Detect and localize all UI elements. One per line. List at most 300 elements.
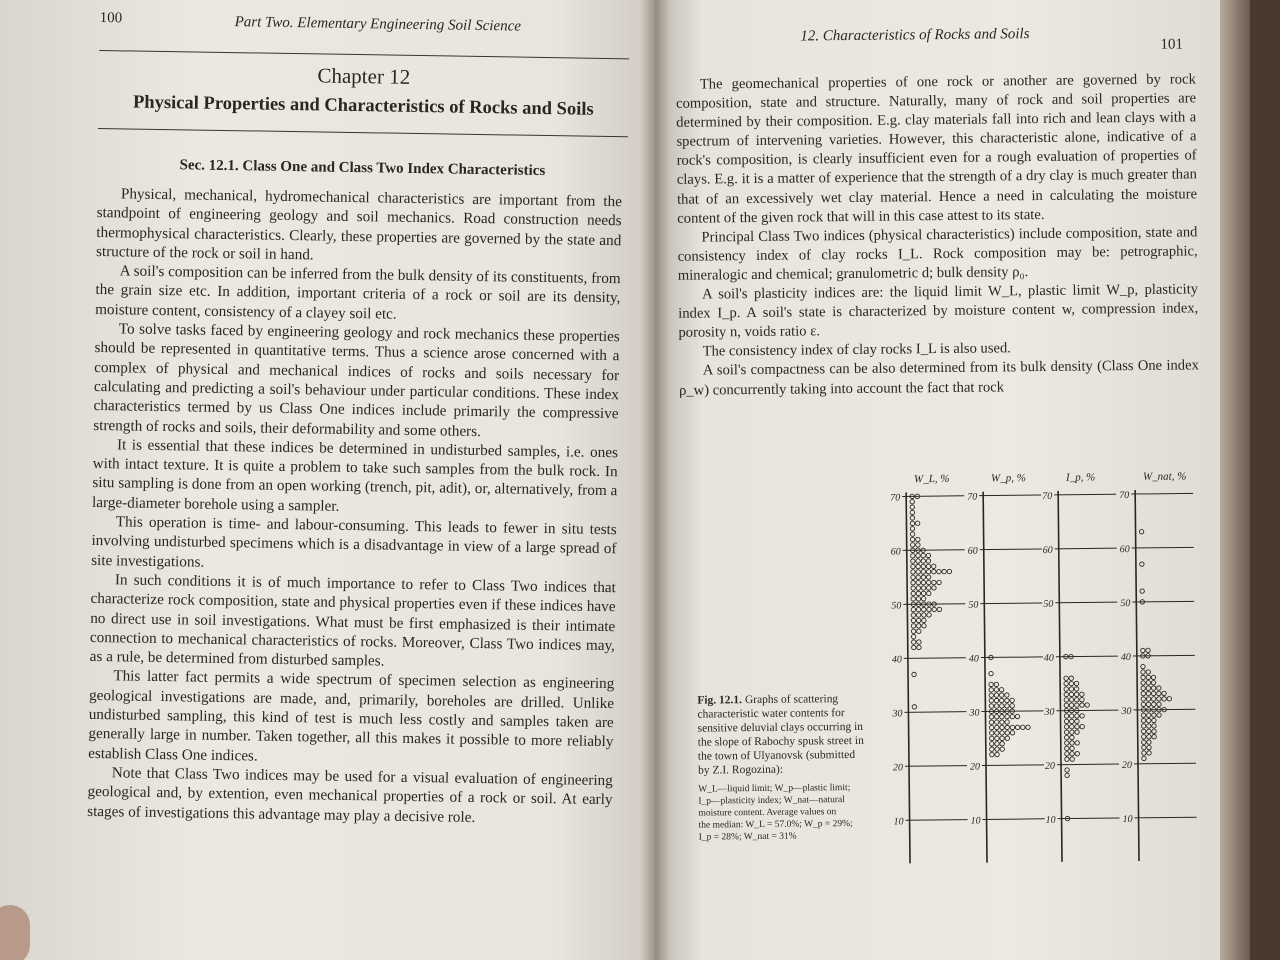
data-point [994, 715, 998, 719]
data-point [1005, 714, 1009, 718]
data-point [912, 672, 916, 676]
y-tick-label: 40 [1043, 652, 1054, 664]
page-number-left: 100 [99, 9, 123, 27]
data-point [1026, 725, 1030, 729]
y-tick-label: 60 [1042, 544, 1053, 556]
data-point [1157, 713, 1161, 717]
right-page [655, 0, 1250, 960]
data-point [1000, 698, 1004, 702]
data-point [1146, 670, 1150, 674]
axis-line [1135, 490, 1139, 861]
paragraph: The consistency index of clay rocks I_L is also used. [702, 340, 1012, 360]
data-point [912, 705, 916, 709]
data-point [1152, 718, 1156, 722]
gridline [1056, 710, 1118, 711]
data-point [915, 521, 919, 525]
data-point [916, 559, 920, 563]
thumb [0, 905, 30, 960]
gridline [902, 496, 964, 497]
data-point [1141, 691, 1145, 695]
running-head-right: 12. Characteristics of Rocks and Soils [800, 26, 1030, 45]
data-point [916, 618, 920, 622]
data-point [995, 731, 999, 735]
gridline [1055, 548, 1117, 549]
data-point [1070, 719, 1074, 723]
data-point [1162, 691, 1166, 695]
paragraph: A soil's compactness can be also determined from its bulk density (Class One index ρ_w) concurrently taking into account the fact that rock [678, 357, 1199, 399]
data-point [1141, 664, 1145, 668]
data-point [932, 569, 936, 573]
data-point [926, 564, 930, 568]
data-point [1010, 731, 1014, 735]
y-tick-label: 30 [1121, 705, 1132, 718]
figure-key-line: I_p—plasticity index; W_nat—natural [698, 795, 845, 807]
data-point [1146, 702, 1150, 706]
data-point [1069, 676, 1073, 680]
data-point [911, 613, 915, 617]
data-point [931, 564, 935, 568]
data-point [910, 505, 914, 509]
data-point [989, 693, 993, 697]
data-point [921, 586, 925, 590]
data-point [990, 742, 994, 746]
chapter-title: Physical Properties and Characteristics of Rocks and Soils [132, 92, 594, 120]
figure-caption-text: Graphs of scattering characteristic water contents for sensitive deluvial clays occurring in the slope of Rabochy spusk street in the town of Ulyanovsk (submitted by Z.I. Rogozina): [697, 693, 864, 777]
data-point [1157, 691, 1161, 695]
data-point [1005, 698, 1009, 702]
data-point [927, 607, 931, 611]
data-point [1141, 724, 1145, 728]
gridline [1054, 494, 1116, 495]
data-point [989, 725, 993, 729]
data-point [1065, 746, 1069, 750]
y-tick-label: 40 [891, 654, 902, 666]
data-point [916, 564, 920, 568]
data-point [937, 580, 941, 584]
data-point [989, 736, 993, 740]
gridline [1132, 601, 1194, 602]
series-header-label: W_nat, % [1142, 470, 1187, 483]
data-point [916, 570, 920, 574]
data-point [995, 725, 999, 729]
data-point [1147, 745, 1151, 749]
data-point [1000, 714, 1004, 718]
book-edge [1220, 0, 1250, 960]
data-point [926, 575, 930, 579]
data-point [910, 532, 914, 536]
data-point [1152, 734, 1156, 738]
data-point [1151, 697, 1155, 701]
chapter-label: Chapter 12 [317, 63, 411, 89]
data-point [1010, 714, 1014, 718]
data-point [1000, 731, 1004, 735]
data-point [1141, 681, 1145, 685]
data-point [995, 720, 999, 724]
data-point [932, 580, 936, 584]
data-point [1005, 725, 1009, 729]
data-point [995, 742, 999, 746]
data-point [1065, 773, 1069, 777]
data-point [911, 570, 915, 574]
scatter-chart [880, 465, 1214, 868]
data-point [1075, 703, 1079, 707]
gridline [981, 657, 1043, 658]
data-point [921, 559, 925, 563]
data-point [994, 682, 998, 686]
gridline [981, 711, 1043, 712]
gridline [1133, 655, 1195, 656]
y-tick-label: 50 [891, 600, 902, 612]
data-point [1147, 729, 1151, 733]
data-point [910, 521, 914, 525]
data-point [921, 564, 925, 568]
paragraph: In such conditions it is of much importance to refer to Class Two indices that characterize rock composition, state and physical properties even if these indices have no direct use in soil investigations. What must be first emphasized is their intimate connection to mechanical characteristics of rocks. Moreover, Class Two indices may, as a rule, be determined from disturbed samples. [89, 571, 616, 670]
data-point [916, 553, 920, 557]
data-point [917, 645, 921, 649]
data-point [910, 500, 914, 504]
data-point [995, 736, 999, 740]
data-point [932, 586, 936, 590]
data-point [1140, 589, 1144, 593]
data-point [1147, 724, 1151, 728]
data-point [1065, 768, 1069, 772]
data-point [1141, 686, 1145, 690]
gridline [903, 550, 965, 551]
data-point [1075, 719, 1079, 723]
data-point [1157, 702, 1161, 706]
data-point [1146, 681, 1150, 685]
data-point [1070, 735, 1074, 739]
gridline [1056, 656, 1118, 657]
data-point [1080, 714, 1084, 718]
y-tick-label: 60 [967, 545, 978, 557]
data-point [917, 640, 921, 644]
data-point [911, 591, 915, 595]
data-point [910, 516, 914, 520]
data-point [910, 537, 914, 541]
data-point [927, 591, 931, 595]
data-point [1070, 757, 1074, 761]
data-point [1000, 736, 1004, 740]
data-point [916, 586, 920, 590]
data-point [1075, 751, 1079, 755]
gridline [1057, 764, 1119, 765]
data-point [916, 597, 920, 601]
data-point [1065, 757, 1069, 761]
data-point [1152, 702, 1156, 706]
data-point [1140, 562, 1144, 566]
header-rule-bottom [98, 128, 628, 137]
data-point [1167, 697, 1171, 701]
data-point [1141, 718, 1145, 722]
data-point [999, 688, 1003, 692]
figure-label: Fig. 12.1. [697, 694, 743, 707]
data-point [1010, 698, 1014, 702]
paragraph: This latter fact permits a wide spectrum of specimen selection as engineering geological investigations are made, and, primarily, boreholes are drilled. Unlike undisturbed sampling, this kind of test is much less costly and samples taken are generally large in number. Taken together, all this makes it possible to more reliably establish Class One indices. [88, 667, 615, 765]
gridline [1133, 709, 1195, 710]
figure-key-line: the median: W_L = 57.0%; W_p = 29%; [698, 818, 853, 831]
gridline [983, 819, 1045, 820]
data-point [1064, 698, 1068, 702]
data-point [1147, 735, 1151, 739]
gridline [980, 549, 1042, 550]
data-point [1015, 714, 1019, 718]
gridline [979, 495, 1041, 496]
data-point [921, 580, 925, 584]
y-tick-label: 20 [1044, 760, 1056, 772]
data-point [1064, 725, 1068, 729]
data-point [921, 597, 925, 601]
data-point [1069, 692, 1073, 696]
data-point [1146, 691, 1150, 695]
data-point [1151, 691, 1155, 695]
data-point [989, 731, 993, 735]
data-point [947, 569, 951, 573]
gridline [1134, 763, 1196, 764]
data-point [989, 688, 993, 692]
data-point [1141, 713, 1145, 717]
gridline [905, 766, 967, 767]
data-point [911, 607, 915, 611]
data-point [989, 682, 993, 686]
data-point [995, 752, 999, 756]
data-point [1141, 670, 1145, 674]
data-point [917, 624, 921, 628]
data-point [911, 624, 915, 628]
data-point [1142, 745, 1146, 749]
paragraph: It is essential that these indices be determined in undisturbed samples, i.e. ones with intact texture. It is quite a problem to take such samples from the bulk rock. In situ sampling is done from an open working (trench, pit, adit), or, alternatively, from a large-diameter borehole using a sampler. [91, 436, 619, 515]
data-point [1152, 713, 1156, 717]
gridline [1131, 493, 1193, 494]
y-tick-label: 70 [1119, 490, 1130, 502]
data-point [916, 607, 920, 611]
paragraph: The geomechanical properties of one rock or another are governed by rock composition, state and structure. Naturally, many of rock and soil properties are determined by their composition. E.g. clay materials fall into rich and lean clays with a spectrum of intervening varieties. However, this characteristic alone, indicative of a rock's composition, is clearly insufficient even for a rough evaluation of properties of clays. E.g. it is a matter of experience that the strength of a dry clay is much greater than that of an excessively wet clay material. Hence a need in calculating the moisture content of the given rock that will in this case attest to its state. [675, 71, 1198, 227]
data-point [911, 618, 915, 622]
data-point [1074, 698, 1078, 702]
data-point [917, 629, 921, 633]
data-point [1142, 751, 1146, 755]
right-body-text [676, 70, 1199, 400]
y-tick-label: 40 [968, 653, 979, 665]
data-point [1069, 681, 1073, 685]
data-point [1074, 687, 1078, 691]
gridline [980, 603, 1042, 604]
left-body-text [87, 184, 622, 829]
data-point [910, 543, 914, 547]
data-point [1142, 756, 1146, 760]
data-point [989, 671, 993, 675]
data-point [916, 543, 920, 547]
y-tick-label: 20 [892, 762, 904, 774]
data-point [1141, 675, 1145, 679]
data-point [1162, 697, 1166, 701]
data-point [1146, 686, 1150, 690]
data-point [1080, 724, 1084, 728]
axis-line [1058, 491, 1062, 862]
y-tick-label: 10 [1045, 814, 1056, 826]
gridline [1055, 602, 1117, 603]
data-point [922, 607, 926, 611]
data-point [1141, 648, 1145, 652]
data-point [1000, 741, 1004, 745]
data-point [1147, 751, 1151, 755]
data-point [1000, 747, 1004, 751]
data-point [926, 559, 930, 563]
data-point [921, 591, 925, 595]
y-tick-label: 50 [1120, 598, 1131, 610]
data-point [1146, 697, 1150, 701]
y-tick-label: 30 [1044, 706, 1055, 718]
data-point [1069, 714, 1073, 718]
data-point [1074, 692, 1078, 696]
data-point [1080, 697, 1084, 701]
left-page-content [87, 0, 630, 826]
data-point [916, 537, 920, 541]
data-point [926, 570, 930, 574]
figure-key-line: W_L—liquid limit; W_p—plastic limit; [698, 783, 851, 795]
y-tick-label: 70 [1042, 490, 1053, 502]
data-point [994, 693, 998, 697]
data-point [932, 607, 936, 611]
y-tick-label: 50 [968, 599, 979, 611]
paragraph: Principal Class Two indices (physical characteristics) include composition, state and consistency index of clay rocks I_L. Rock composition may be: petrographic, mineralogic and chemical; granulometric d; bulk density ρ₀. [677, 224, 1198, 284]
data-point [1064, 703, 1068, 707]
data-point [911, 597, 915, 601]
data-point [1075, 741, 1079, 745]
data-point [911, 634, 915, 638]
data-point [916, 580, 920, 584]
data-point [942, 569, 946, 573]
paragraph: Physical, mechanical, hydromechanical characteristics are important from the standpoint of engineering geology and soil mechanics. Road construction needs thermophysical characteristics. Clearly, these properties are governed by the state and structure of the rock or soil in hand. [95, 185, 623, 264]
data-point [1075, 714, 1079, 718]
data-point [1065, 752, 1069, 756]
data-point [1069, 698, 1073, 702]
data-point [1010, 704, 1014, 708]
data-point [911, 559, 915, 563]
y-tick-label: 20 [969, 761, 981, 773]
data-point [1141, 702, 1145, 706]
data-point [1000, 704, 1004, 708]
figure-key-line: moisture content. Average values on [698, 807, 837, 819]
gridline [906, 820, 968, 821]
data-point [1146, 675, 1150, 679]
data-point [911, 580, 915, 584]
data-point [1147, 740, 1151, 744]
paragraph: A soil's plasticity indices are: the liquid limit W_L, plastic limit W_p, plasticity index I_p. A soil's state is characterized by moisture content w, compression index, porosity n, voids ratio ε. [678, 281, 1199, 342]
data-point [994, 704, 998, 708]
data-point [1064, 692, 1068, 696]
figure-key [698, 782, 869, 844]
data-point [1157, 686, 1161, 690]
series-header-label: I_p, % [1065, 471, 1096, 484]
page-number-right: 101 [1160, 36, 1184, 53]
y-tick-label: 50 [1043, 598, 1054, 610]
data-point [911, 553, 915, 557]
data-point [911, 575, 915, 579]
paragraph: A soil's composition can be inferred from the bulk density of its constituents, from the grain size etc. In addition, important criteria of a rock or soil are its density, moisture content, consistency of a clayey soil etc. [95, 262, 621, 323]
gridline [1132, 547, 1194, 548]
data-point [911, 640, 915, 644]
data-point [912, 645, 916, 649]
figure-caption [697, 692, 869, 844]
data-point [1070, 725, 1074, 729]
series-header-label: W_L, % [913, 472, 950, 486]
axis-line [983, 492, 987, 863]
data-point [1000, 725, 1004, 729]
y-tick-label: 10 [1122, 813, 1133, 825]
data-point [1010, 725, 1014, 729]
data-point [926, 580, 930, 584]
data-point [922, 624, 926, 628]
data-point [1015, 725, 1019, 729]
data-point [1005, 693, 1009, 697]
data-point [1074, 681, 1078, 685]
data-point [1069, 703, 1073, 707]
gridline [903, 604, 965, 605]
gridline [904, 658, 966, 659]
data-point [1000, 720, 1004, 724]
data-point [1080, 703, 1084, 707]
section-title: Sec. 12.1. Class One and Class Two Index Characteristics [179, 157, 546, 180]
data-point [1064, 735, 1068, 739]
data-point [994, 688, 998, 692]
y-tick-label: 60 [1119, 544, 1130, 556]
data-point [1070, 741, 1074, 745]
y-tick-label: 10 [893, 816, 904, 828]
y-tick-label: 70 [890, 492, 901, 504]
data-point [1139, 530, 1143, 534]
figure-key-line: I_p = 28%; W_nat = 31% [698, 831, 797, 843]
paragraph: To solve tasks faced by engineering geology and rock mechanics these properties should be represented in quantitative terms. Thus a science arose concerned with a complex of physical and mechanical indices of rocks and soils necessary for calculating and predicting a soil's behaviour under particular conditions. These index characteristics termed by us Class One indices include primarily the compressive strength of rocks and soils, their deformability and some others. [93, 320, 620, 440]
data-point [1141, 729, 1145, 733]
y-tick-label: 10 [970, 815, 981, 827]
data-point [921, 570, 925, 574]
data-point [1065, 741, 1069, 745]
y-tick-label: 30 [892, 708, 903, 720]
data-point [1064, 681, 1068, 685]
data-point [1152, 724, 1156, 728]
data-point [1075, 724, 1079, 728]
data-point [989, 704, 993, 708]
book-gutter [640, 0, 670, 960]
data-point [911, 564, 915, 568]
data-point [1141, 697, 1145, 701]
gridline [1058, 818, 1120, 819]
running-head-left: Part Two. Elementary Engineering Soil Science [234, 14, 522, 35]
data-point [1005, 736, 1009, 740]
data-point [1021, 725, 1025, 729]
data-point [916, 591, 920, 595]
data-point [1069, 687, 1073, 691]
data-point [1005, 720, 1009, 724]
y-tick-label: 60 [890, 546, 901, 558]
data-point [911, 629, 915, 633]
data-point [1147, 718, 1151, 722]
data-point [910, 510, 914, 514]
data-point [1146, 648, 1150, 652]
data-point [1152, 729, 1156, 733]
data-point [1151, 681, 1155, 685]
data-point [1151, 675, 1155, 679]
data-point [1151, 686, 1155, 690]
data-point [989, 715, 993, 719]
data-point [1075, 730, 1079, 734]
data-point [1157, 697, 1161, 701]
right-page-content [675, 0, 1230, 843]
data-point [990, 752, 994, 756]
data-point [1070, 752, 1074, 756]
data-point [1005, 731, 1009, 735]
